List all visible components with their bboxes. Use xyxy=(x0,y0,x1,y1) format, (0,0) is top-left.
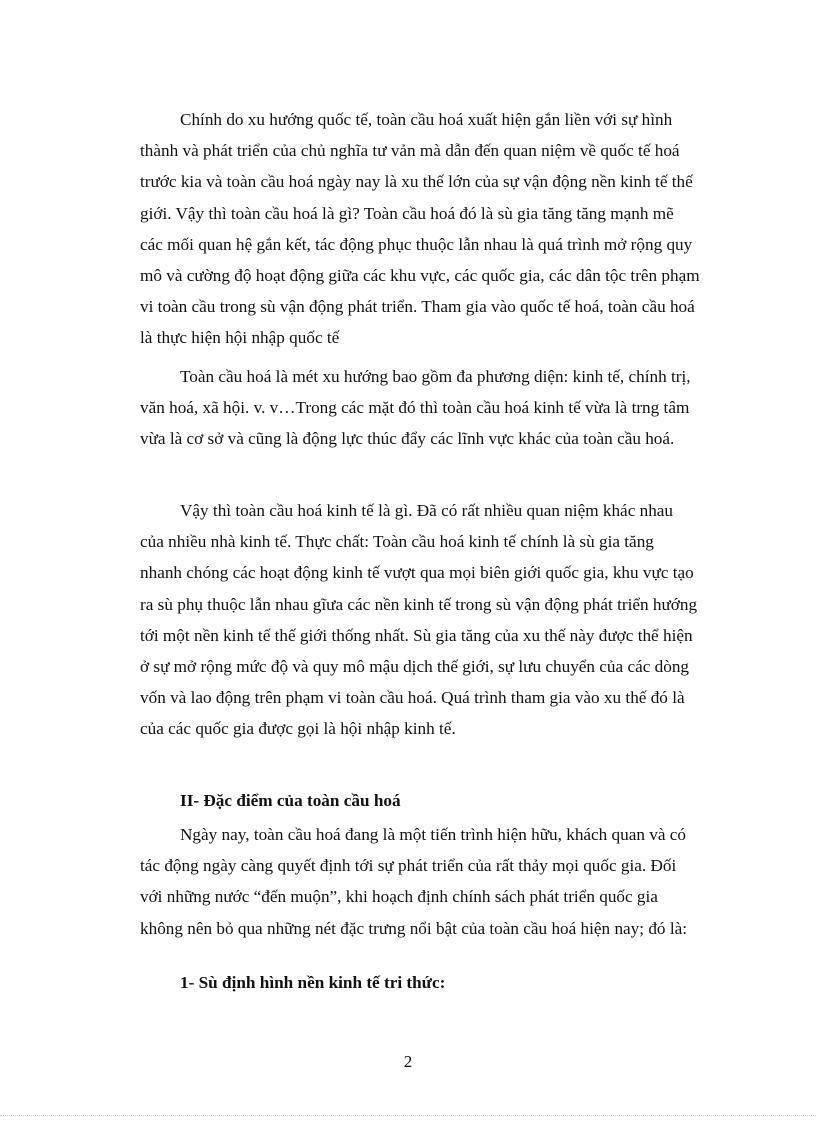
text-line: trước kia và toàn cầu hoá ngày nay là xu thế lớn của sự vận động nền kinh tế thế xyxy=(140,172,693,192)
text-line: tới một nền kinh tế thế giới thống nhất. Sù gia tăng của xu thế này được thể hiện xyxy=(140,625,693,645)
paragraph xyxy=(140,495,740,745)
text-line: Vậy thì toàn cầu hoá kinh tế là gì. Đã có rất nhiều quan niệm khác nhau xyxy=(180,501,674,520)
text-line: mô và cường độ hoạt động giữa các khu vực, các quốc gia, các dân tộc trên phạm xyxy=(140,266,700,286)
text-line: vốn và lao động trên phạm vi toàn cầu hoá. Quá trình tham gia vào xu thế đó là xyxy=(140,688,685,708)
paragraph-4 xyxy=(140,819,740,944)
paragraph xyxy=(140,819,740,944)
heading: 1- Sù định hình nền kinh tế tri thức: xyxy=(180,973,446,992)
text-line: nhanh chóng các hoạt động kinh tế vượt qua mọi biên giới quốc gia, khu vực tạo xyxy=(140,563,694,583)
text-line: ở sự mở rộng mức độ và quy mô mậu dịch thế giới, sự lưu chuyển của các dòng xyxy=(140,657,690,677)
text-line: vừa là cơ sở và cũng là động lực thúc đẩy các lĩnh vực khác của toàn cầu hoá. xyxy=(140,429,675,449)
text-line: không nên bỏ qua những nét đặc trưng nổi bật của toàn cầu hoá hiện nay; đó là: xyxy=(140,918,687,938)
paragraph-3 xyxy=(140,495,740,745)
text-line: các mối quan hệ gắn kết, tác động phục thuộc lẫn nhau là quá trình mở rộng quy xyxy=(140,234,693,254)
text-line: Chính do xu hướng quốc tế, toàn cầu hoá xuất hiện gắn liền với sự hình xyxy=(180,110,673,129)
page-number: 2 xyxy=(403,1052,413,1071)
paragraph xyxy=(140,361,740,455)
text-line: Toàn cầu hoá là mét xu hướng bao gồm đa phương diện: kinh tế, chính trị, xyxy=(180,367,691,386)
section-heading-2 xyxy=(140,967,740,998)
text-line: của nhiều nhà kinh tế. Thực chất: Toàn cầu hoá kinh tế chính là sù gia tăng xyxy=(140,532,654,552)
page-bottom-border xyxy=(0,1115,816,1116)
paragraph-2 xyxy=(140,361,740,455)
heading: II- Đặc điểm của toàn cầu hoá xyxy=(180,791,401,810)
text-line: thành và phát triển của chủ nghĩa tư vản mà dẫn đến quan niệm về quốc tế hoá xyxy=(140,141,680,161)
text-line: vi toàn cầu trong sù vận động phát triển. Tham gia vào quốc tế hoá, toàn cầu hoá xyxy=(140,297,695,317)
paragraph xyxy=(140,104,740,354)
text-line: ra sù phụ thuộc lẫn nhau gĩưa các nền kinh tế trong sù vận động phát triển hướng xyxy=(140,594,698,614)
section-heading-1 xyxy=(140,785,740,816)
text-line: tác động ngày càng quyết định tới sự phát triển của rất thảy mọi quốc gia. Đối xyxy=(140,856,677,876)
text-line: của các quốc gia được gọi là hội nhập kinh tế. xyxy=(140,719,456,739)
text-line: với những nước “đến muộn”, khi hoạch định chính sách phát triển quốc gia xyxy=(140,887,658,907)
text-line: Ngày nay, toàn cầu hoá đang là một tiến trình hiện hữu, khách quan và có xyxy=(180,825,687,844)
text-line: văn hoá, xã hội. v. v…Trong các mặt đó thì toàn cầu hoá kinh tế vừa là trng tâm xyxy=(140,398,690,418)
paragraph-1 xyxy=(140,104,740,354)
text-line: là thực hiện hội nhập quốc tế xyxy=(140,328,340,348)
text-line: giới. Vậy thì toàn cầu hoá là gì? Toàn cầu hoá đó là sù gia tăng tăng mạnh mẽ xyxy=(140,203,674,223)
